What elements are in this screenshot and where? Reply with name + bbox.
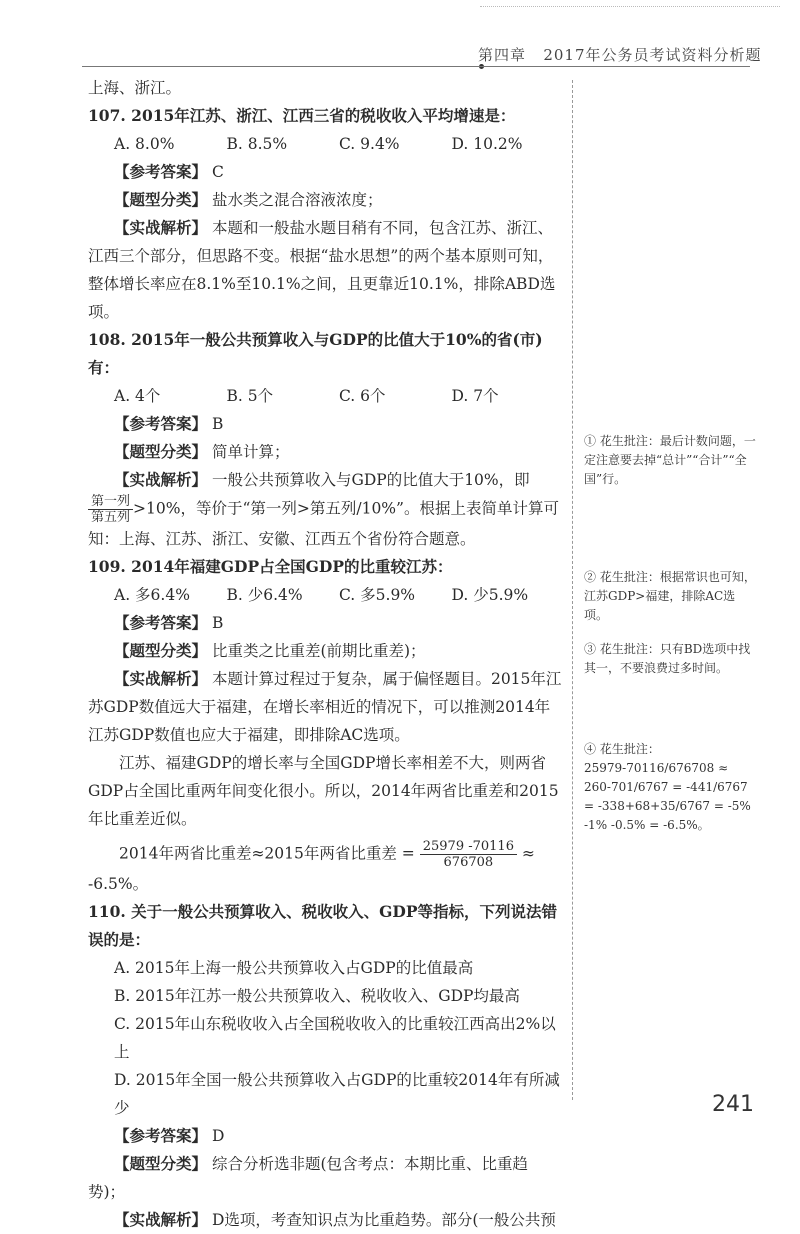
options-108 xyxy=(114,382,564,410)
option-b: B. 8.5% xyxy=(226,135,288,153)
analysis-107: 【实战解析】 本题和一般盐水题目稍有不同，包含江苏、浙江、江西三个部分，但思路不变。根据“盐水思想”的两个基本原则可知，整体增长率应在8.1%至10.1%之间，且更靠近10.1%，排除ABD选项。 xyxy=(88,218,556,321)
answer-107: 【参考答案】 C xyxy=(114,162,224,181)
intro-line: 上海、浙江。 xyxy=(88,79,182,97)
fraction: $\frac{\text{第一列}}{\text{第五列}}$ xyxy=(88,494,133,525)
analysis-109: 【实战解析】 本题计算过程过于复杂，属于偏怪题目。2015年江苏GDP数值远大于福建，在增长率相近的情况下，可以推测2014年江苏GDP数值也应大于福建，即排除AC选项。 xyxy=(88,669,562,744)
question-text: 2014年福建GDP占全国GDP的比重较江苏： xyxy=(131,557,453,576)
option-b: B. 少6.4% xyxy=(226,586,303,604)
question-108 xyxy=(88,326,564,382)
option-c: C. 2015年山东税收收入占全国税收收入的比重较江西高出2%以上 xyxy=(114,1015,556,1061)
option-a: A. 多6.4% xyxy=(114,586,190,604)
answer-108: 【参考答案】 B xyxy=(114,414,224,433)
main-column xyxy=(88,74,564,1234)
type-110: 【题型分类】 综合分析选非题(包含考点：本期比重、比重趋势)； xyxy=(88,1154,529,1201)
question-number: 110. xyxy=(88,902,126,921)
option-a: A. 8.0% xyxy=(114,135,175,153)
margin-note-4-body: 25979-70116/676708 ≈ 260-701/6767 = -441/6767 = -338+68+35/6767 = -5% -1% -0.5% = -6.5%。 xyxy=(584,761,751,832)
question-text: 关于一般公共预算收入、税收收入、GDP等指标，下列说法错误的是： xyxy=(88,902,558,949)
option-d: D. 7个 xyxy=(451,387,499,405)
option-d: D. 少5.9% xyxy=(451,586,529,604)
options-109 xyxy=(114,581,564,609)
margin-note-2: ② 花生批注：根据常识也可知，江苏GDP>福建，排除AC选项。 xyxy=(584,570,756,622)
chapter-label: 第四章 xyxy=(478,46,527,64)
question-number: 108. xyxy=(88,330,126,349)
margin-note-3: ③ 花生批注：只有BD选项中找其一，不要浪费过多时间。 xyxy=(584,642,751,675)
question-109 xyxy=(88,553,564,581)
header-rule xyxy=(82,66,750,67)
question-110 xyxy=(88,898,564,954)
margin-note-4 xyxy=(584,740,756,835)
formula-result-109: -6.5%。 xyxy=(88,875,149,893)
header-decoration xyxy=(480,6,780,15)
margin-divider xyxy=(572,80,579,1100)
type-108: 【题型分类】 简单计算； xyxy=(114,442,290,461)
option-b: B. 5个 xyxy=(226,387,274,405)
book-title: 2017年公务员考试资料分析题 xyxy=(543,46,762,64)
margin-note-4-title: ④ 花生批注： xyxy=(584,742,660,756)
analysis-109-para2: 江苏、福建GDP的增长率与全国GDP增长率相差不大，则两省GDP占全国比重两年间变化很小。所以，2014年两省比重差和2015年比重差近似。 xyxy=(88,754,559,828)
type-109: 【题型分类】 比重类之比重差(前期比重差)； xyxy=(114,641,426,660)
question-text: 2015年江苏、浙江、江西三省的税收收入平均增速是： xyxy=(131,106,516,125)
page-number: 241 xyxy=(712,1092,754,1117)
margin-note-1: ① 花生批注：最后计数问题，一定注意要去掉“总计”“合计”“全国”行。 xyxy=(584,434,756,486)
running-header xyxy=(478,44,778,65)
question-107 xyxy=(88,102,564,130)
question-number: 109. xyxy=(88,557,126,576)
option-d: D. 10.2% xyxy=(451,135,523,153)
fraction: $\frac{25979 -70116}{676708}$ xyxy=(420,839,517,870)
option-b: B. 2015年江苏一般公共预算收入、税收收入、GDP均最高 xyxy=(114,987,520,1005)
formula-109: 2014年两省比重差≈2015年两省比重差 = $\frac{25979 -70116}{676708}$ ≈ xyxy=(119,839,535,870)
question-number: 107. xyxy=(88,106,126,125)
option-a: A. 4个 xyxy=(114,387,161,405)
options-107 xyxy=(114,130,564,158)
analysis-110: 【实战解析】 D选项，考查知识点为比重趋势。部分(一般公共预 xyxy=(114,1210,556,1229)
option-c: C. 6个 xyxy=(339,387,386,405)
option-d: D. 2015年全国一般公共预算收入占GDP的比重较2014年有所减少 xyxy=(114,1071,560,1117)
option-c: C. 9.4% xyxy=(339,135,400,153)
question-text: 2015年一般公共预算收入与GDP的比值大于10%的省(市)有： xyxy=(88,330,543,377)
analysis-108: 【实战解析】 一般公共预算收入与GDP的比值大于10%，即 $\frac{\text{第一列}}{\text{第五列}}>10\%$，等价于“第一列>第五列/10%”。根据上表简单计算可知：上海、江苏、浙江、安徽、江西五个省份符合题意。 xyxy=(88,470,559,548)
type-107: 【题型分类】 盐水类之混合溶液浓度； xyxy=(114,190,383,209)
option-a: A. 2015年上海一般公共预算收入占GDP的比值最高 xyxy=(114,959,474,977)
option-c: C. 多5.9% xyxy=(339,586,416,604)
answer-110: 【参考答案】 D xyxy=(114,1126,225,1145)
answer-109: 【参考答案】 B xyxy=(114,613,224,632)
